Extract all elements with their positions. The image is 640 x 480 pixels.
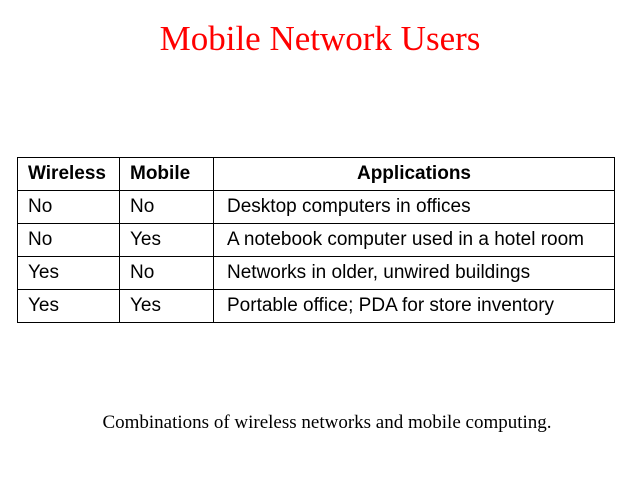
slide-title: Mobile Network Users: [159, 19, 481, 58]
table-row: [18, 224, 615, 257]
header-wireless: Wireless: [18, 158, 120, 191]
table-row: [18, 191, 615, 224]
header-mobile: Mobile: [120, 158, 214, 191]
cell-application: Desktop computers in offices: [214, 191, 615, 224]
users-table: [17, 157, 615, 323]
cell-wireless: No: [18, 224, 120, 257]
table-header-row: [18, 158, 615, 191]
cell-application: A notebook computer used in a hotel room: [214, 224, 615, 257]
figure-caption: Combinations of wireless networks and mobile computing.: [102, 412, 552, 433]
header-applications: Applications: [214, 158, 615, 191]
cell-application: Networks in older, unwired buildings: [214, 257, 615, 290]
cell-wireless: No: [18, 191, 120, 224]
cell-mobile: No: [120, 257, 214, 290]
cell-wireless: Yes: [18, 257, 120, 290]
table-row: [18, 290, 615, 323]
cell-mobile: Yes: [120, 224, 214, 257]
cell-application: Portable office; PDA for store inventory: [214, 290, 615, 323]
table-row: [18, 257, 615, 290]
cell-mobile: Yes: [120, 290, 214, 323]
cell-wireless: Yes: [18, 290, 120, 323]
cell-mobile: No: [120, 191, 214, 224]
